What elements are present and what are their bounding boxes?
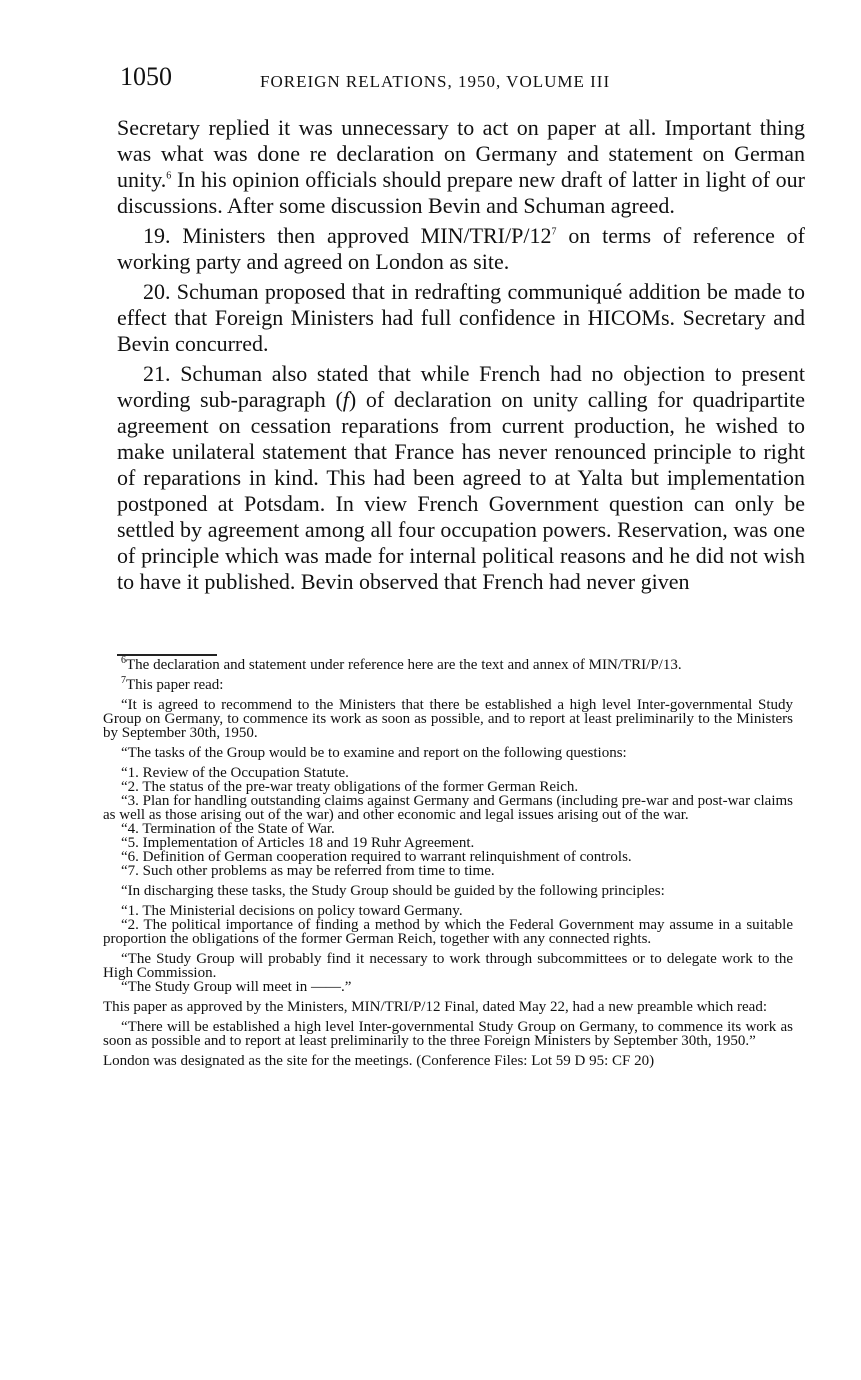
footnote-ref-7: 7 bbox=[551, 226, 557, 238]
quote-tasks: “The tasks of the Group would be to examine and report on the following questions: bbox=[121, 745, 627, 761]
paragraph-continuation bbox=[117, 115, 805, 219]
running-head: FOREIGN RELATIONS, 1950, VOLUME III bbox=[260, 72, 611, 91]
task-item: “5. Implementation of Articles 18 and 19 Ruhr Agreement. bbox=[121, 835, 475, 851]
footnote-marker: 6 bbox=[121, 655, 126, 666]
text-span: 21. Schuman also stated that while French had no objection to present wording sub-paragraph ( bbox=[117, 361, 805, 412]
principle-item: “1. The Ministerial decisions on policy toward Germany. bbox=[121, 903, 463, 919]
task-item: “7. Such other problems as may be referred from time to time. bbox=[121, 863, 495, 879]
task-item: “3. Plan for handling outstanding claims against Germany and Germans (including pre-war and post-war claims as well as those arising out of the war) and other economic and legal issues arising out of the war. bbox=[103, 793, 793, 823]
preamble-quote: “There will be established a high level Inter-governmental Study Group on Germany, to commence its work as soon as possible and to report at least preliminarily to the three Foreign Ministers by September 30th, 1950.” bbox=[103, 1019, 793, 1049]
task-item: “1. Review of the Occupation Statute. bbox=[121, 765, 349, 781]
footnote-marker: 7 bbox=[121, 675, 126, 686]
principle-item: “2. The political importance of finding a method by which the Federal Government may assume in a suitable proportion the obligations of the former German Reich, together with any connected rights. bbox=[103, 917, 793, 947]
paragraph-21 bbox=[117, 361, 805, 595]
task-item: “6. Definition of German cooperation required to warrant relinquishment of controls. bbox=[121, 849, 632, 865]
quote-intro: “It is agreed to recommend to the Ministers that there be established a high level Inter-governmental Study Group on Germany, to commence its work as soon as possible, and to report at least preliminarily to the Ministers by September 30th, 1950. bbox=[103, 697, 793, 741]
footnotes bbox=[103, 655, 793, 1072]
footnote-7 bbox=[103, 675, 793, 693]
quote-subcommittees: “The Study Group will probably find it necessary to work through subcommittees or to delegate work to the High Commission. bbox=[103, 951, 793, 981]
paragraph-19 bbox=[117, 223, 805, 275]
footnote-rule bbox=[117, 654, 217, 656]
text-span: 19. Ministers then approved MIN/TRI/P/12 bbox=[143, 223, 552, 248]
text-span: ) of declaration on unity calling for quadripartite agreement on cessation reparations from current production, he wished to make unilateral statement that France has never renounced principle to right of reparations in kind. This had been agreed to at Yalta but implementation postponed at Potsdam. In view French Government question can only be settled by agreement among all four occupation powers. Reservation, was one of principle which was made for internal political reasons and he did not wish to have it published. Bevin observed that French had never given bbox=[117, 387, 805, 594]
page-number: 1050 bbox=[120, 62, 172, 91]
task-item: “2. The status of the pre-war treaty obligations of the former German Reich. bbox=[121, 779, 579, 795]
footnote-text: This paper read: bbox=[126, 677, 224, 693]
text-span: In his opinion officials should prepare new draft of latter in light of our discussions. After some discussion Bevin and Schuman agreed. bbox=[117, 167, 805, 218]
task-item: “4. Termination of the State of War. bbox=[121, 821, 335, 837]
page-header bbox=[120, 62, 810, 98]
body-text bbox=[117, 115, 805, 599]
approved-note: This paper as approved by the Ministers, MIN/TRI/P/12 Final, dated May 22, had a new preamble which read: bbox=[103, 999, 768, 1015]
london-note: London was designated as the site for the meetings. (Conference Files: Lot 59 D 95: CF 20) bbox=[103, 1053, 655, 1069]
quote-meeting: “The Study Group will meet in ——.” bbox=[121, 979, 352, 995]
footnote-ref-6: 6 bbox=[166, 170, 172, 182]
quote-principles: “In discharging these tasks, the Study Group should be guided by the following principles: bbox=[121, 883, 665, 899]
italic-letter: f bbox=[342, 387, 349, 412]
text-span: on terms of reference of working party and agreed on London as site. bbox=[117, 223, 805, 274]
footnote-text: The declaration and statement under reference here are the text and annex of MIN/TRI/P/13. bbox=[126, 657, 682, 673]
paragraph-20: 20. Schuman proposed that in redrafting communiqué addition be made to effect that Foreign Ministers had full confidence in HICOMs. Secretary and Bevin concurred. bbox=[117, 279, 805, 356]
footnote-6 bbox=[103, 655, 793, 673]
text-span: Secretary replied it was unnecessary to act on paper at all. Important thing was what was done re declaration on Germany and statement on German unity. bbox=[117, 115, 805, 192]
